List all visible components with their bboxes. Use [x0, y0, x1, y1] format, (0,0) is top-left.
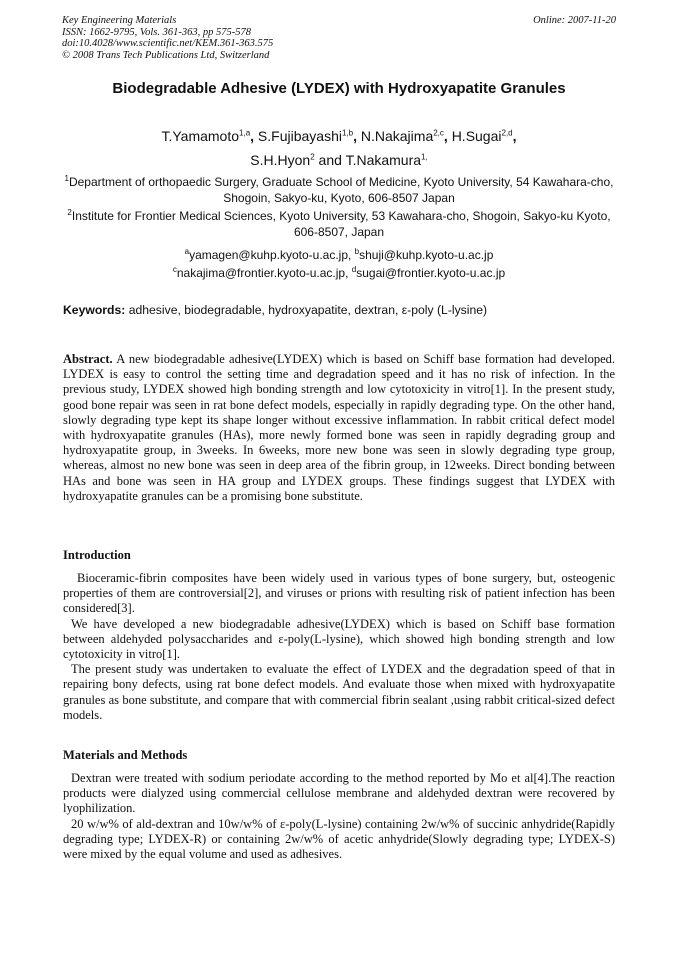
author-name: N.Nakajima [360, 128, 434, 144]
keywords-label: Keywords: [63, 303, 126, 317]
paragraph: The present study was undertaken to evaluate the effect of LYDEX and the degradation speed of that in repairing bony defects, using rat bone defect models. And evaluate those when mixed with hydroxyapatite granules as bone substitute, and compare that with commercial fibrin sealant ,using rabbit critical-sized defect models. [63, 662, 615, 722]
keywords [63, 303, 616, 317]
email-link[interactable]: nakajima@frontier.kyoto-u.ac.jp [176, 266, 346, 280]
email-link[interactable]: shuji@kuhp.kyoto-u.ac.jp [359, 248, 494, 262]
author-name: H.Sugai [451, 128, 502, 144]
abstract [63, 352, 615, 504]
paragraph: We have developed a new biodegradable adhesive(LYDEX) which is based on Schiff base formation between aldehyded polysaccharides and ε-poly(L-lysine), which showed high bonding strength and low cytotoxicity in vitro[1]. [63, 616, 615, 662]
email-line-1: $^a$yamagen@kuhp.kyoto-u.ac.jp, $^b$shuji@kuhp.kyoto-u.ac.jp [184, 247, 494, 262]
email-line-2: $^c$nakajima@frontier.kyoto-u.ac.jp, $^d$sugai@frontier.kyoto-u.ac.jp [172, 265, 506, 280]
introduction-heading: Introduction [63, 548, 131, 562]
author-line-1: T.Yamamoto$^{1,a}$, S.Fujibayashi$^{1,b}$, N.Nakajima$^{2,c}$, H.Sugai$^{2,d}$, [161, 128, 517, 144]
author-name: T.Yamamoto [161, 128, 240, 144]
author-name: S.H.Hyon [250, 152, 311, 168]
doi-line: doi:10.4028/www.scientific.net/KEM.361-363.575 [62, 38, 274, 50]
issn-line: ISSN: 1662-9795, Vols. 361-363, pp 575-578 [62, 26, 251, 38]
abstract-label: Abstract. [63, 352, 113, 366]
journal-header [62, 15, 616, 61]
journal-name: Key Engineering Materials [62, 15, 177, 26]
keywords-text: adhesive, biodegradable, hydroxyapatite, dextran, ε-poly (L-lysine) [125, 303, 488, 317]
methods-body [63, 771, 615, 862]
online-date: Online: 2007-11-20 [533, 15, 616, 26]
paragraph: Dextran were treated with sodium periodate according to the method reported by Mo et al[4].The reaction products were dialyzed using commercial cellulose membrane and aldehyded dextran were recovered by lyophilization. [63, 771, 615, 816]
author-affil-sup: 1,a [239, 128, 251, 138]
author-affil-sup: 2,d [501, 128, 513, 138]
email-link[interactable]: yamagen@kuhp.kyoto-u.ac.jp [189, 248, 348, 262]
affiliation-1: $^1$Department of orthopaedic Surgery, Graduate School of Medicine, Kyoto University, 54 Kawahara-cho, Shogoin, Sakyo-ku, Kyoto, 606-8507 Japan [64, 174, 614, 205]
author-affil-sup: 1,b [341, 128, 354, 138]
introduction-body [63, 571, 615, 723]
paragraph: Bioceramic-fibrin composites have been widely used in various types of bone surgery, but, osteogenic properties of them are controversial[2], and viruses or prions with resulting risk of patient infection has been considered[3]. [63, 571, 615, 616]
author-affil-sup: 2 [310, 152, 315, 162]
author-name: T.Nakamura [345, 152, 422, 168]
abstract-text: A new biodegradable adhesive(LYDEX) which is based on Schiff base formation had developed. LYDEX is easy to control the setting time and degradation speed and it has no risk of infection. In the previous study, LYDEX showed high bonding strength and low cytotoxicity in vitro[1]. In the present study, good bone repair was seen in rat bone defect models, especially in rapidly degrading type. On the other hand, slowly degrading type kept its shape longer without excessive inflammation. In rabbit critical defect model with hydroxyapatite granules (HAs), more newly formed bone was seen in rapidly degrading group and hydroxyapatite group, in 3weeks. In 6weeks, more new bone was seen in slowly degrading type group, whereas, almost no new bone was seen in deep area of the fibrin group, in 12weeks. Direct bonding between HAs and bone was seen in HA group and LYDEX groups. These findings suggest that LYDEX with hydroxyapatite granules can be a promising bone substitute. [63, 352, 615, 503]
paper-title: Biodegradable Adhesive (LYDEX) with Hydroxyapatite Granules [112, 80, 566, 97]
author-affil-sup: 1, [421, 152, 428, 162]
author-line-2: S.H.Hyon$^2$ and T.Nakamura$^{1,}$ [250, 152, 428, 168]
email-link[interactable]: sugai@frontier.kyoto-u.ac.jp [356, 266, 506, 280]
paragraph: 20 w/w% of ald-dextran and 10w/w% of ε-poly(L-lysine) containing 2w/w% of succinic anhydride(Rapidly degrading type; LYDEX-R) or containing 2w/w% of acetic anhydride(Slowly degrading type; LYDEX-S) were mixed by the equal volume and used as adhesives. [63, 816, 615, 862]
methods-heading: Materials and Methods [63, 748, 188, 762]
affiliation-2: $^2$Institute for Frontier Medical Sciences, Kyoto University, 53 Kawahara-cho, Shogoin, Sakyo-ku Kyoto, 606-8507, Japan [67, 208, 611, 239]
author-affil-sup: 2,c [433, 128, 444, 138]
author-name: S.Fujibayashi [257, 128, 342, 144]
copyright-line: © 2008 Trans Tech Publications Ltd, Switzerland [62, 49, 270, 61]
author-list [40, 124, 638, 172]
